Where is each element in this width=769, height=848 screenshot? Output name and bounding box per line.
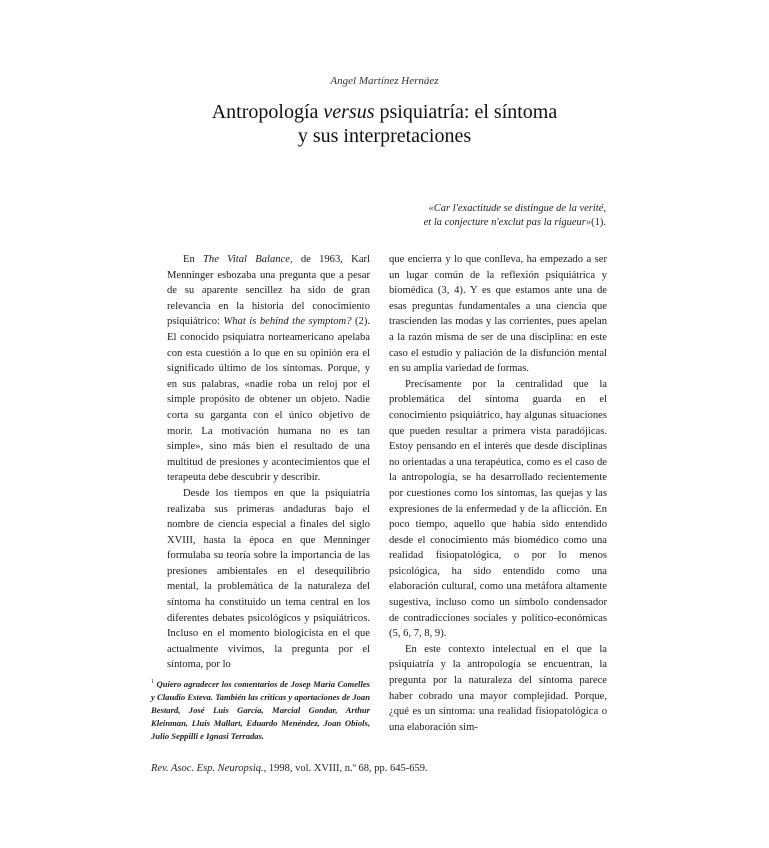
epigraph-line-1: «Car l'exactitude se distingue de la verité, <box>428 203 606 214</box>
footnote <box>151 676 370 743</box>
footnote-mark: 1 <box>151 679 154 685</box>
citation-footer <box>151 763 611 774</box>
epigraph-line-2: et la conjecture n'exclut pas la rigueur» <box>423 217 592 228</box>
epigraph <box>380 202 606 230</box>
title-versus: versus <box>323 101 375 123</box>
epigraph-reference: (1). <box>591 217 606 228</box>
title-line-2: y sus interpretaciones <box>297 125 472 147</box>
paragraph-1 <box>167 252 370 486</box>
article-title <box>120 100 649 148</box>
left-column <box>167 252 370 673</box>
right-column <box>389 252 607 735</box>
title-part-2: psiquiatría: el síntoma <box>374 101 558 123</box>
paragraph-2: Desde los tiempos en que la psiquiatría realizaba sus primeras andaduras bajo el nombre de ciencia especial a finales del siglo XVIII, hasta la época en que Menninger formulaba su teoría sobre la importancia de las presiones ambientales en el desequilibrio mental, la problemática de la naturaleza del síntoma ha constituido un tema central en los diferentes debates psicológicos y psiquiátricos. Incluso en el momento biologicista en el que actualmente vivimos, la pregunta por el síntoma, por lo <box>167 487 370 671</box>
paragraph-1-end: (2). El conocido psiquiatra norteamericano apelaba con esta cuestión a lo que en su opinión era el significado último de los síntomas. Porque, y en sus palabras, «nadie roba un reloj por el simple propósito de obtener un objeto. Nadie corta su garganta con el único objetivo de morir. La motivación humana no es tan simple», sino más bien el resultado de una multitud de presiones y acontecimientos que el terapeuta debe descubrir y describir. <box>167 316 370 484</box>
title-part-1: Antropología <box>211 101 324 123</box>
paragraph-4: En este contexto intelectual en el que la psiquiatría y la antropología se encuentran, la pregunta por la naturaleza del síntoma parece haber cobrado una mayor complejidad. Porque, ¿qué es un síntoma: una realidad fisiopatológica o una elaboración sim- <box>389 643 607 733</box>
journal-name: Rev. Asoc. Esp. Neuropsiq., <box>151 763 267 774</box>
book-title: The Vital Balance, <box>203 254 293 265</box>
paragraph-2-continued: que encierra y lo que conlleva, ha empezado a ser un lugar común de la reflexión psiquiátrica y biomédica (3, 4). Y es que estamos ante una de esas preguntas fundamentales a una ciencia que trascienden las modas y las corrientes, pues apelan a la razón misma de ser de una disciplina: en este caso el estudio y paliación de la disfunción mental en su amplia variedad de formas. <box>389 254 607 375</box>
paragraph-1-middle: de 1963, Karl Menninger esbozaba una pregunta que a pesar de su aparente sencillez ha sido de gran relevancia en la historia del conocimiento psiquiátrico: <box>167 254 371 328</box>
footnote-text: Quiero agradecer los comentarios de Josep Maria Comelles y Claudio Esteva. También las críticas y aportaciones de Joan Bestard, José Luis García, Marcial Gondar, Arthur Kleinman, Lluís Mallart, Eduardo Menéndez, Joan Obiols, Julio Seppilli e Ignasi Terradas. <box>151 678 370 741</box>
citation-details: 1998, vol. XVIII, n.º 68, pp. 645-659. <box>266 763 428 774</box>
paragraph-3: Precisamente por la centralidad que la problemática del síntoma guarda en el conocimiento psiquiátrico, hay algunas situaciones que pueden resultar a primera vista paradójicas. Estoy pensando en el interés que desde disciplinas no orientadas a una terapéutica, como es el caso de la antropología, se ha desarrollado recientemente por cuestiones como los síntomas, las quejas y las expresiones de la enfermedad y de la aflicción. En poco tiempo, aquello que había sido entendido desde el conocimiento más biomédico como una realidad fisiopatológica, o por lo menos psicológica, ha sido entendido como una elaboración cultural, como una metáfora altamente sugestiva, incluso como un símbolo condensador de contradicciones sociales y político-económicas (5, 6, 7, 8, 9). <box>389 378 607 640</box>
menninger-question: What is behind the symptom? <box>223 316 352 328</box>
paragraph-1-start: En <box>183 254 204 265</box>
author-name: Angel Martínez Hernáez <box>330 75 439 87</box>
